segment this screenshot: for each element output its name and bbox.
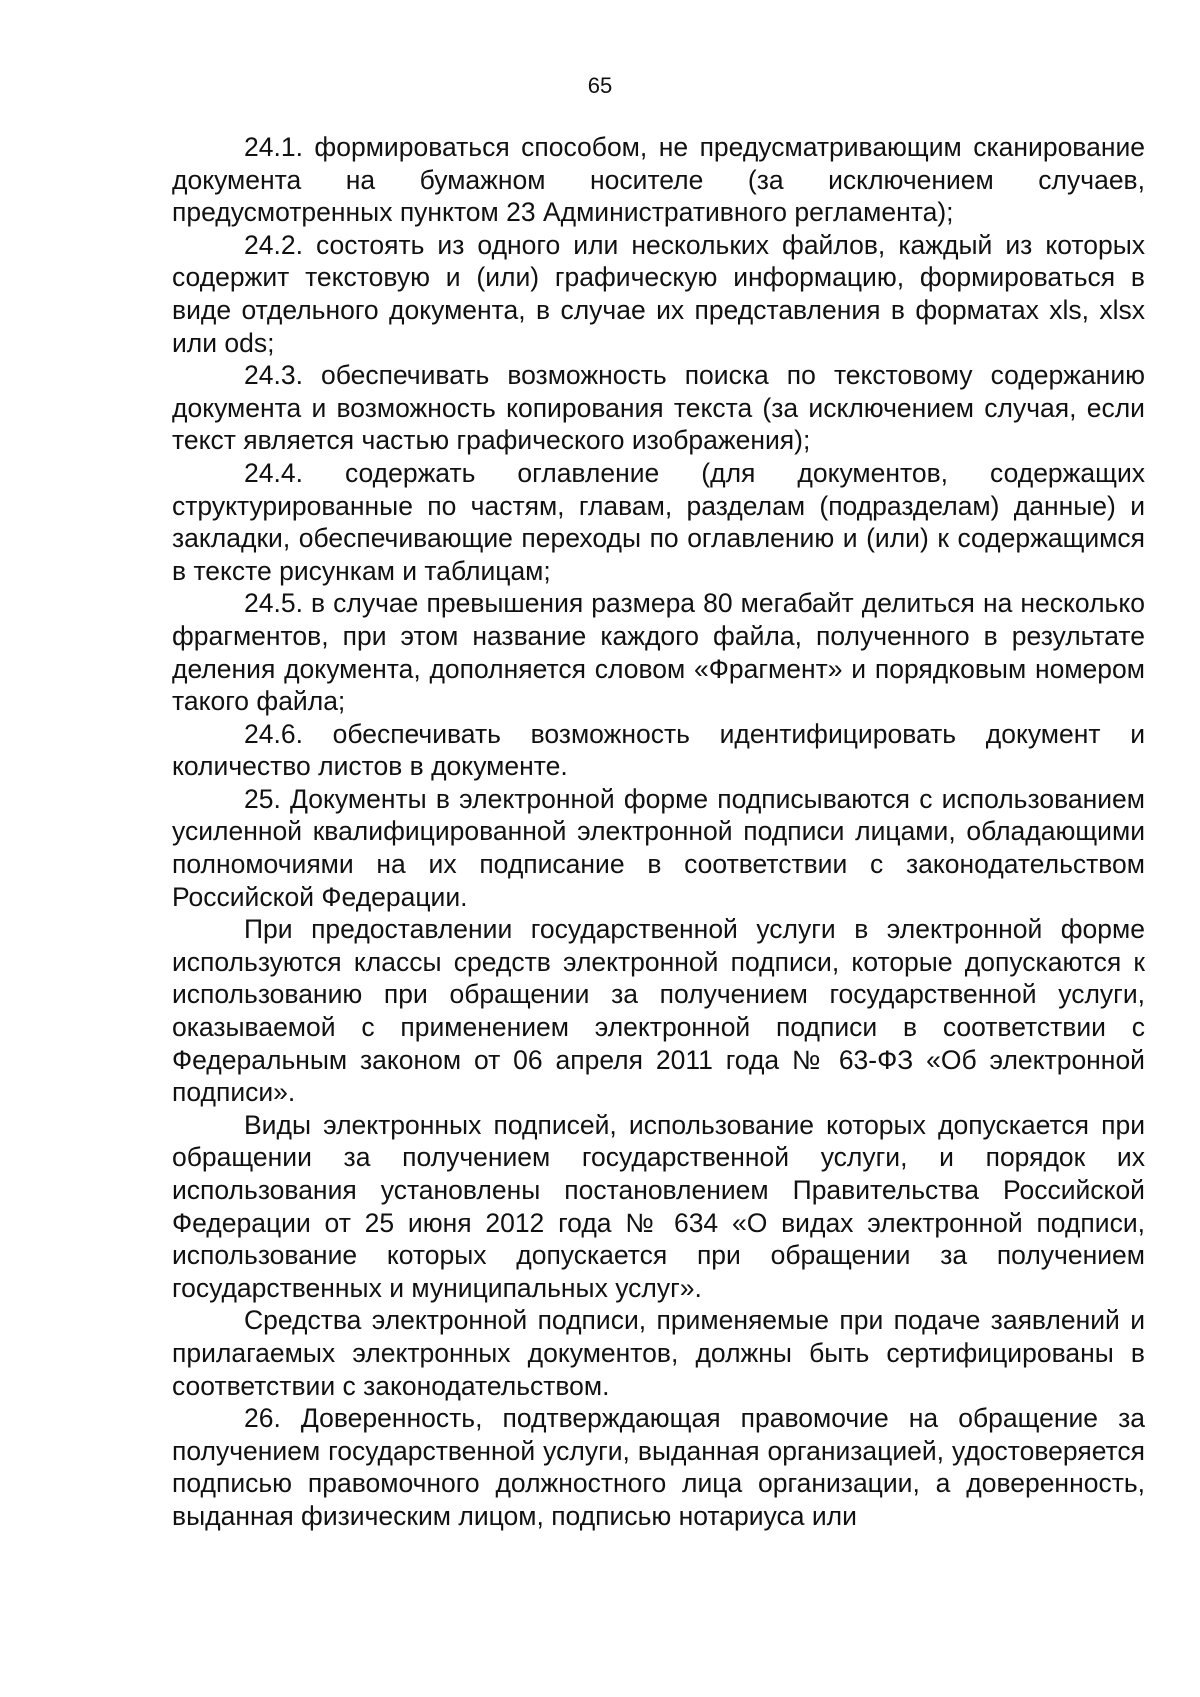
- paragraph-24-5: 24.5. в случае превышения размера 80 мегабайт делиться на несколько фрагментов, при этом название каждого файла, полученного в результате деления документа, дополняется словом «Фрагмент» и порядковым номером такого файла;: [172, 588, 1145, 717]
- paragraph-25: 25. Документы в электронной форме подписываются с использованием усиленной квалифицированной электронной подписи лицами, обладающими полномочиями на их подписание в соответствии с законодательством Российской Федерации.: [172, 783, 1145, 912]
- paragraph-24-3: 24.3. обеспечивать возможность поиска по текстовому содержанию документа и возможность копирования текста (за исключением случая, если текст является частью графического изображения);: [172, 360, 1145, 456]
- paragraph-signature-types: Виды электронных подписей, использование которых допускается при обращении за получением государственной услуги, и порядок их использования установлены постановлением Правительства Российской Федерации от 25 июня 2012 года № 634 «О видах электронной подписи, использование которых допускается при обращении за получением государственных и муниципальных услуг».: [172, 1109, 1145, 1303]
- paragraph-signature-tools: Средства электронной подписи, применяемые при подаче заявлений и прилагаемых электронных документов, должны быть сертифицированы в соответствии с законодательством.: [172, 1305, 1145, 1401]
- paragraph-24-2: 24.2. состоять из одного или нескольких файлов, каждый из которых содержит текстовую и (или) графическую информацию, формироваться в виде отдельного документа, в случае их представления в форматах xls, xlsx или ods;: [172, 229, 1145, 358]
- paragraph-signature-classes: При предоставлении государственной услуги в электронной форме используются классы средств электронной подписи, которые допускаются к использованию при обращении за получением государственной услуги, оказываемой с применением электронной подписи в соответствии с Федеральным законом от 06 апреля 2011 года № 63-ФЗ «Об электронной подписи».: [172, 914, 1145, 1108]
- paragraph-24-4: 24.4. содержать оглавление (для документов, содержащих структурированные по частям, главам, разделам (подразделам) данные) и закладки, обеспечивающие переходы по оглавлению и (или) к содержащимся в тексте рисункам и таблицам;: [172, 457, 1145, 586]
- paragraph-24-1: 24.1. формироваться способом, не предусматривающим сканирование документа на бумажном носителе (за исключением случаев, предусмотренных пунктом 23 Административного регламента);: [172, 132, 1145, 228]
- document-body: [172, 131, 1145, 1533]
- paragraph-24-6: 24.6. обеспечивать возможность идентифицировать документ и количество листов в документе.: [172, 718, 1145, 782]
- paragraph-26: 26. Доверенность, подтверждающая правомочие на обращение за получением государственной услуги, выданная организацией, удостоверяется подписью правомочного должностного лица организации, а доверенность, выданная физическим лицом, подписью нотариуса или: [172, 1403, 1145, 1531]
- page-number: 65: [587, 73, 613, 98]
